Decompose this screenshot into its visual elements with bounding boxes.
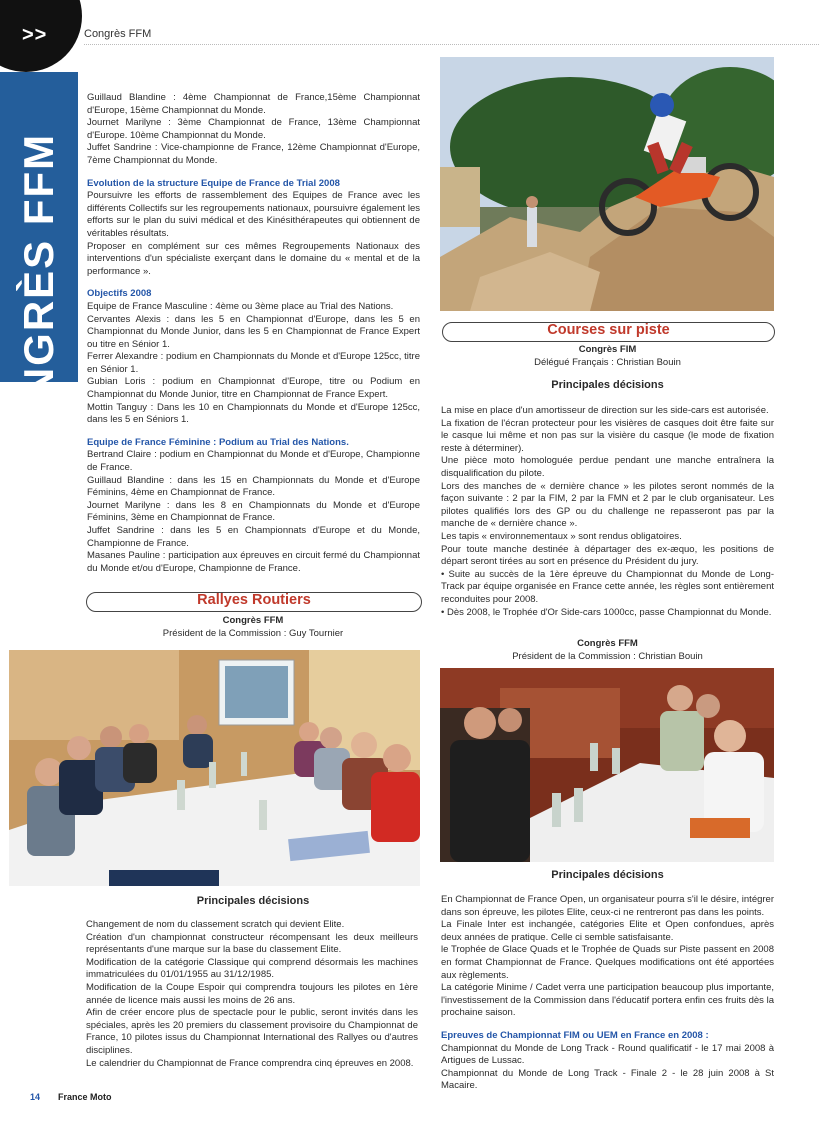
delegate-label: Délégué Français : Christian Bouin bbox=[534, 357, 681, 368]
paragraph: La mise en place d'un amortisseur de direction sur les side-cars est autorisée. bbox=[441, 405, 769, 416]
paragraph: le Trophée de Glace Quads et le Trophée de Quads sur Piste passent en 2008 en format Championnat de France. Quelques modifications ont été apportées aux règlements. bbox=[441, 944, 774, 981]
piste-ffm-credits bbox=[442, 637, 773, 663]
org-label: Congrès FFM bbox=[577, 638, 638, 649]
paragraph: Juffet Sandrine : Vice-championne de France, 12ème Championnat d'Europe, 7ème Championnat du Monde. bbox=[87, 142, 420, 166]
paragraph: Modification de la catégorie Classique qui comprend désormais les machines immatriculées du 01/01/1955 au 31/12/1985. bbox=[86, 956, 418, 981]
paragraph: Les tapis « environnementaux » sont rendus obligatoires. bbox=[441, 530, 682, 542]
section-heading: Epreuves de Championnat FIM ou UEM en France en 2008 : bbox=[441, 1029, 709, 1041]
paragraph: Ferrer Alexandre : podium en Championnats du Monde et d'Europe 125cc, titre en Sénior 1. bbox=[87, 351, 420, 375]
decisions-heading: Principales décisions bbox=[551, 869, 664, 881]
rallyes-credits bbox=[86, 614, 420, 640]
paragraph: Lors des manches de « dernière chance » les pilotes seront nommés de la façon suivante : 2 par la FIM, 2 par la FMN et 2 par le club organisateur. Les pilotes qualifiés lors des GP ou du challenge ne repasseront pas par la manche de « dernière chance ». bbox=[441, 480, 774, 530]
paragraph: Masanes Pauline : participation aux épreuves en circuit fermé du Championnat du Monde et/ou d'Europe, Championne de France. bbox=[87, 550, 420, 574]
paragraph: La fixation de l'écran protecteur pour les visières de casques doit être faite sur le casque lui même et non pas sur la visière du casque (le mode de fixation reste à déterminer). bbox=[441, 417, 774, 454]
meeting-photo-rallyes bbox=[9, 650, 420, 886]
paragraph: Guillaud Blandine : dans les 15 en Championnats du Monde et d'Europe Féminins, 4ème en Championnat de France. bbox=[87, 474, 420, 499]
section-title: Courses sur piste bbox=[547, 322, 670, 338]
meeting-photo-graphic bbox=[9, 650, 420, 886]
paragraph: Proposer en complément sur ces mêmes Regroupements Nationaux des interventions d'un spécialiste exerçant dans le domaine du « mental et de la performance ». bbox=[87, 240, 420, 277]
meeting-photo-piste bbox=[440, 668, 774, 862]
decisions-heading: Principales décisions bbox=[196, 895, 310, 907]
president-label: Président de la Commission : Guy Tournier bbox=[162, 628, 344, 639]
trial-photo-graphic bbox=[440, 57, 774, 311]
paragraph: Le calendrier du Championnat de France comprendra cinq épreuves en 2008. bbox=[86, 1057, 414, 1069]
paragraph: Juffet Sandrine : dans les 5 en Championnats d'Europe et du Monde, Championne de France. bbox=[87, 525, 420, 549]
magazine-name: France Moto bbox=[58, 1092, 112, 1102]
paragraph: Journet Marilyne : 3ème Championnat de France, 13ème Championnat d'Europe. 10ème Championnat du Monde. bbox=[87, 117, 420, 141]
meeting-photo-graphic bbox=[440, 668, 774, 862]
paragraph: La catégorie Minime / Cadet verra une participation beaucoup plus importante, l'investissement de la Commission dans l'éducatif portera enfin ces fruits dès la prochaine saison. bbox=[441, 982, 774, 1019]
org-label: Congrès FIM bbox=[578, 344, 637, 355]
paragraph: • Suite au succès de la 1ère épreuve du Championnat du Monde de Long-Track par équipe organisée en France cette année, les règles sont entièrement reconduites pour 2008. bbox=[441, 568, 774, 605]
vertical-title-band bbox=[0, 72, 78, 466]
left-column bbox=[87, 92, 420, 575]
section-header: Congrès FFM bbox=[84, 28, 152, 40]
paragraph: Gubian Loris : podium en Championnat d'Europe, titre ou Podium en Championnat du Monde Junior, titre en Championnat de France Expert. bbox=[87, 376, 420, 401]
paragraph: Changement de nom du classement scratch qui devient Elite. bbox=[86, 919, 345, 930]
decisions-heading: Principales décisions bbox=[551, 379, 664, 391]
paragraph: Cervantes Alexis : dans les 5 en Championnat d'Europe, dans les 5 en Championnat du Monde Junior, dans les 5 en Championnat de France Expert ou titre en Sénior 1. bbox=[87, 313, 420, 350]
chevron-arrows-icon: >> bbox=[22, 24, 48, 46]
piste-decisions bbox=[441, 405, 774, 619]
org-label: Congrès FFM bbox=[222, 615, 284, 626]
paragraph: En Championnat de France Open, un organisateur pourra s'il le désire, intégrer dans son épreuve, les pilotes Elite, ceux-ci ne rentreront pas dans les points. bbox=[441, 894, 774, 918]
paragraph: Poursuivre les efforts de rassemblement des Equipes de France avec les différents Collectifs sur les regroupements nationaux, poursuivre également les efforts sur le plan du suivi médical et des Kinésithérapeutes qui obtiennent de véritables résultats. bbox=[87, 190, 420, 239]
piste-ffm-decisions bbox=[441, 894, 774, 1093]
piste-credits bbox=[442, 343, 773, 369]
paragraph: Pour toute manche destinée à départager des ex-æquo, les positions de départ seront tirées au sort en présence du Président du jury. bbox=[441, 543, 774, 568]
rallyes-decisions bbox=[86, 919, 418, 1070]
header-divider bbox=[84, 44, 819, 45]
paragraph: Création d'un championnat constructeur récompensant les deux meilleurs représentants d'une marque sur la base du classement Elite. bbox=[86, 931, 418, 956]
paragraph: Journet Marilyne : dans les 8 en Championnats du Monde et d'Europe Féminins, 3ème en Championnat de France. bbox=[87, 499, 420, 524]
paragraph: Championnat du Monde de Long Track - Round qualificatif - le 17 mai 2008 à Artigues de Lussac. bbox=[441, 1042, 774, 1067]
president-label: Président de la Commission : Christian Bouin bbox=[512, 651, 703, 662]
paragraph: Bertrand Claire : podium en Championnat du Monde et d'Europe, Championne de France. bbox=[87, 449, 420, 474]
section-title: Rallyes Routiers bbox=[197, 592, 311, 608]
paragraph: Mottin Tanguy : Dans les 10 en Championnats du Monde et d'Europe 125cc, dans les 5 en Séniors 1. bbox=[87, 401, 420, 426]
paragraph: Equipe de France Masculine : 4ème ou 3ème place au Trial des Nations. bbox=[87, 300, 394, 312]
piste-title-pill bbox=[442, 322, 775, 342]
vertical-title: CONGRÈS FFM bbox=[15, 132, 62, 466]
section-heading: Evolution de la structure Equipe de France de Trial 2008 bbox=[87, 177, 340, 189]
paragraph: Afin de créer encore plus de spectacle pour le public, seront invités dans les spéciales, après les 20 premiers du classement provisoire du Championnat de France, 10 pilotes issus du Championnat International des Rallyes ou d'autres disciplines. bbox=[86, 1007, 418, 1056]
section-heading: Objectifs 2008 bbox=[87, 288, 152, 300]
trial-photo bbox=[440, 57, 774, 311]
section-heading: Equipe de France Féminine : Podium au Trial des Nations. bbox=[87, 436, 349, 448]
page-number: 14 bbox=[30, 1092, 41, 1102]
paragraph: Guillaud Blandine : 4ème Championnat de France,15ème Championnat d'Europe, 15ème Championnat du Monde. bbox=[87, 92, 420, 116]
rallyes-title-pill bbox=[86, 592, 422, 612]
paragraph: Modification de la Coupe Espoir qui comprendra toujours les pilotes en 1ère année de licence mais aussi les moins de 26 ans. bbox=[86, 981, 418, 1006]
paragraph: Une pièce moto homologuée perdue pendant une manche entraînera la disqualification du pilote. bbox=[441, 455, 774, 479]
paragraph: • Dès 2008, le Trophée d'Or Side-cars 1000cc, passe Championnat du Monde. bbox=[441, 606, 772, 618]
paragraph: La Finale Inter est inchangée, catégories Elite et Open confondues, après deux années de pratique. Celle ci semble satisfaisante. bbox=[441, 919, 774, 943]
paragraph: Championnat du Monde de Long Track - Finale 2 - le 28 juin 2008 à St Macaire. bbox=[441, 1067, 774, 1092]
